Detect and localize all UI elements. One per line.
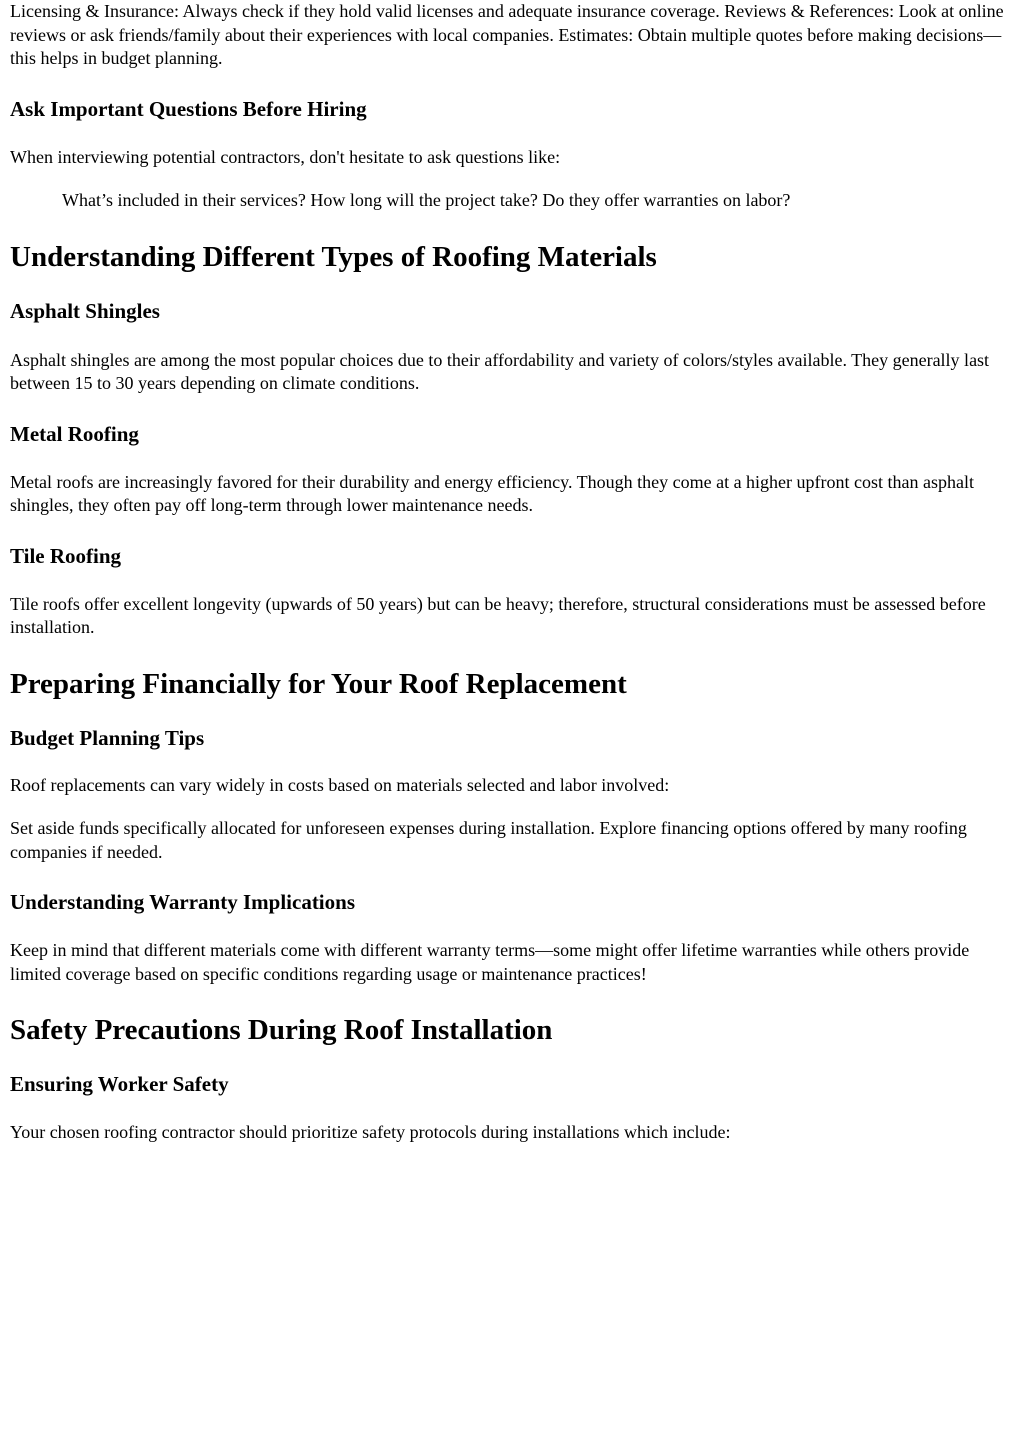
subheading-asphalt-shingles: Asphalt Shingles (10, 298, 160, 323)
worker-safety-paragraph: Your chosen roofing contractor should prioritize safety protocols during installations which include: (10, 1122, 731, 1142)
questions-blockquote: What’s included in their services? How long will the project take? Do they offer warranties on labor? (62, 190, 791, 210)
interview-paragraph: When interviewing potential contractors, don't hesitate to ask questions like: (10, 146, 561, 167)
subheading-worker-safety: Ensuring Worker Safety (10, 1072, 229, 1096)
budget-paragraph: Roof replacements can vary widely in costs based on materials selected and labor involved: (10, 774, 670, 795)
warranty-paragraph: Keep in mind that different materials come with different warranty terms—some might offer lifetime warranties while others provide limited coverage based on specific conditions regarding usage or maintenance practices! (10, 940, 970, 984)
funds-paragraph: Set aside funds specifically allocated for unforeseen expenses during installation. Explore financing options offered by many roofing companies if needed. (10, 818, 967, 862)
subheading-warranty: Understanding Warranty Implications (10, 890, 355, 914)
section-heading-financial-prep: Preparing Financially for Your Roof Replacement (10, 667, 627, 700)
asphalt-paragraph: Asphalt shingles are among the most popular choices due to their affordability and variety of colors/styles available. They generally last between 15 to 30 years depending on climate conditions. (10, 349, 990, 393)
metal-paragraph: Metal roofs are increasingly favored for their durability and energy efficiency. Though they come at a higher upfront cost than asphalt shingles, they often pay off long-term through lower maintenance needs. (10, 471, 975, 515)
subheading-metal-roofing: Metal Roofing (10, 421, 139, 446)
section-heading-ask-questions: Ask Important Questions Before Hiring (10, 96, 367, 121)
section-heading-roofing-materials: Understanding Different Types of Roofing Materials (10, 240, 657, 273)
section-heading-safety: Safety Precautions During Roof Installation (10, 1014, 553, 1046)
subheading-budget-planning: Budget Planning Tips (10, 725, 205, 750)
intro-paragraph: Licensing & Insurance: Always check if they hold valid licenses and adequate insurance coverage. Reviews & References: Look at online reviews or ask friends/family about their experiences with local companies. Estimates: Obtain multiple quotes before making decisions—this helps in budget planning. (10, 1, 1004, 68)
subheading-tile-roofing: Tile Roofing (10, 543, 122, 568)
tile-paragraph: Tile roofs offer excellent longevity (upwards of 50 years) but can be heavy; therefore, structural considerations must be assessed before installation. (10, 593, 986, 637)
